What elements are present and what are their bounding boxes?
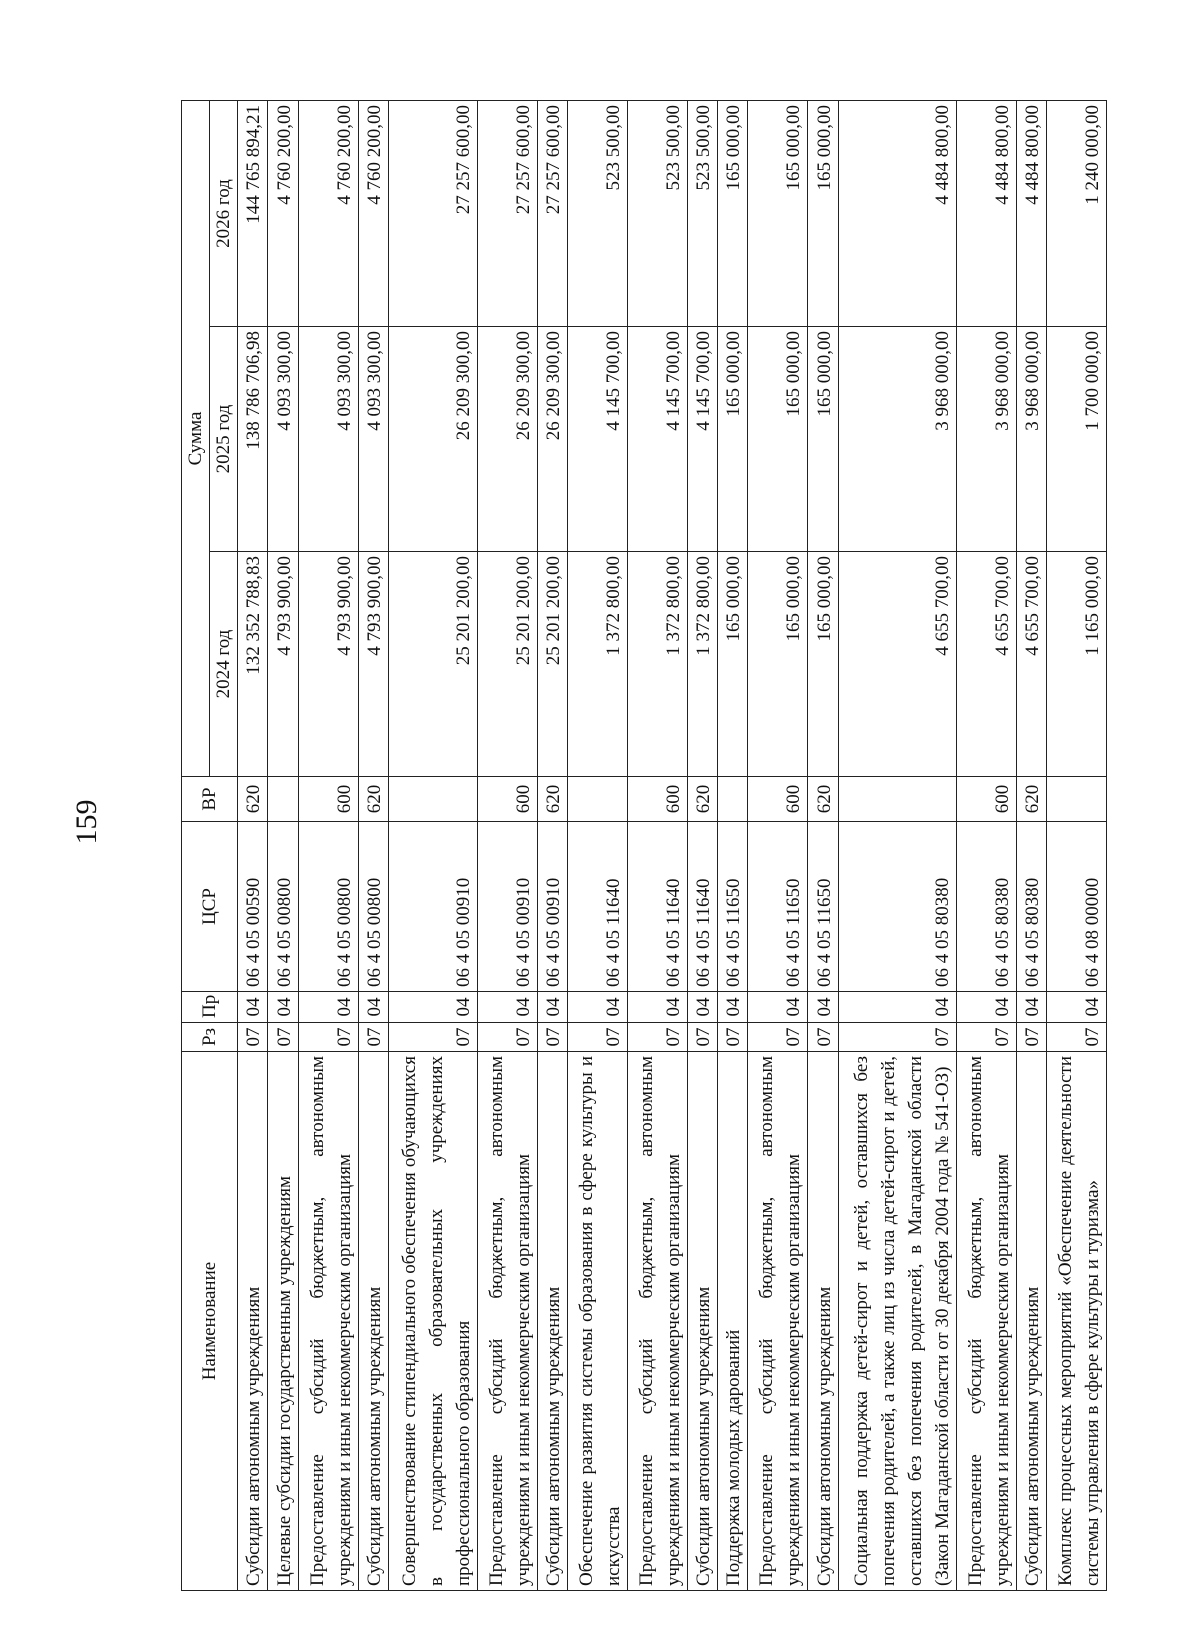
row-vr: 620 [1016,777,1046,822]
row-rz: 07 [838,1023,956,1052]
row-amount-2026: 4 484 800,00 [838,101,956,327]
row-amount-2026: 165 000,00 [748,101,808,327]
row-rz: 07 [358,1023,388,1052]
row-amount-2024: 1 372 800,00 [568,552,628,777]
row-rz: 07 [388,1023,477,1052]
row-amount-2026: 523 500,00 [687,101,717,327]
row-csr: 06 4 05 11650 [718,822,748,992]
row-amount-2026: 1 240 000,00 [1047,101,1107,327]
header-pr: Пр [182,992,238,1023]
row-pr: 04 [298,992,358,1023]
row-amount-2025: 26 209 300,00 [388,327,477,552]
row-pr: 04 [537,992,567,1023]
row-amount-2024: 165 000,00 [718,552,748,777]
header-sum: Сумма [182,101,210,777]
table-row [687,101,717,1591]
row-vr [388,777,477,822]
row-pr: 04 [748,992,808,1023]
row-amount-2025: 26 209 300,00 [537,327,567,552]
row-csr: 06 4 05 11640 [568,822,628,992]
row-amount-2024: 165 000,00 [748,552,808,777]
row-csr: 06 4 05 00910 [478,822,538,992]
row-csr: 06 4 05 00910 [537,822,567,992]
row-vr [268,777,298,822]
row-rz: 07 [956,1023,1016,1052]
table-row [718,101,748,1591]
row-rz: 07 [1016,1023,1046,1052]
header-csr: ЦСР [182,822,238,992]
row-amount-2025: 4 093 300,00 [358,327,388,552]
table-row [956,101,1016,1591]
row-pr: 04 [687,992,717,1023]
table-row [1047,101,1107,1591]
header-row-1 [182,101,210,1591]
row-amount-2025: 165 000,00 [718,327,748,552]
row-csr: 06 4 05 11640 [627,822,687,992]
row-vr [718,777,748,822]
budget-table [181,100,1107,1591]
table-row [478,101,538,1591]
row-name: Социальная поддержка детей-сирот и детей, оставшихся без попечения родителей, а также лиц из числа детей-сирот и детей, оставшихся без попечения родителей, в Магаданской области (Закон Магаданской области от 30 декабря 2004 года № 541-ОЗ) [838,1052,956,1591]
row-rz: 07 [748,1023,808,1052]
row-amount-2026: 27 257 600,00 [537,101,567,327]
row-name: Предоставление субсидий бюджетным, автономным учреждениям и иным некоммерческим организациям [478,1052,538,1591]
row-amount-2024: 25 201 200,00 [388,552,477,777]
row-csr: 06 4 05 80380 [956,822,1016,992]
row-csr: 06 4 05 11640 [687,822,717,992]
row-vr: 620 [808,777,838,822]
page-number: 159 [70,799,103,845]
table-row [537,101,567,1591]
row-pr: 04 [1047,992,1107,1023]
row-rz: 07 [627,1023,687,1052]
row-vr [568,777,628,822]
row-name: Субсидии автономным учреждениям [358,1052,388,1591]
table-row [238,101,268,1591]
row-csr: 06 4 05 11650 [748,822,808,992]
rotated-table-container [181,101,1107,1591]
row-amount-2026: 4 760 200,00 [358,101,388,327]
row-amount-2024: 165 000,00 [808,552,838,777]
row-vr [838,777,956,822]
row-name: Субсидии автономным учреждениям [537,1052,567,1591]
table-row [627,101,687,1591]
header-year-2026: 2026 год [210,101,238,327]
table-row [298,101,358,1591]
row-pr: 04 [838,992,956,1023]
row-pr: 04 [568,992,628,1023]
row-amount-2024: 1 372 800,00 [627,552,687,777]
row-amount-2024: 132 352 788,83 [238,552,268,777]
row-amount-2026: 165 000,00 [718,101,748,327]
header-vr: ВР [182,777,238,822]
row-rz: 07 [718,1023,748,1052]
row-amount-2026: 523 500,00 [568,101,628,327]
row-vr: 620 [687,777,717,822]
row-rz: 07 [537,1023,567,1052]
row-amount-2025: 4 145 700,00 [627,327,687,552]
row-name: Субсидии автономным учреждениям [808,1052,838,1591]
row-csr: 06 4 05 80380 [838,822,956,992]
row-pr: 04 [627,992,687,1023]
row-name: Предоставление субсидий бюджетным, автономным учреждениям и иным некоммерческим организациям [748,1052,808,1591]
table-row [838,101,956,1591]
row-csr: 06 4 05 00800 [268,822,298,992]
row-vr [1047,777,1107,822]
row-amount-2025: 138 786 706,98 [238,327,268,552]
row-amount-2025: 3 968 000,00 [956,327,1016,552]
header-year-2024: 2024 год [210,552,238,777]
table-row [808,101,838,1591]
row-amount-2024: 4 793 900,00 [298,552,358,777]
row-rz: 07 [1047,1023,1107,1052]
row-amount-2025: 3 968 000,00 [838,327,956,552]
row-amount-2026: 165 000,00 [808,101,838,327]
header-name: Наименование [182,1052,238,1591]
row-amount-2025: 3 968 000,00 [1016,327,1046,552]
row-amount-2024: 25 201 200,00 [478,552,538,777]
row-rz: 07 [238,1023,268,1052]
row-csr: 06 4 05 00590 [238,822,268,992]
row-rz: 07 [268,1023,298,1052]
row-csr: 06 4 08 00000 [1047,822,1107,992]
row-amount-2024: 4 793 900,00 [358,552,388,777]
row-csr: 06 4 05 80380 [1016,822,1046,992]
row-vr: 600 [627,777,687,822]
row-amount-2025: 1 700 000,00 [1047,327,1107,552]
row-amount-2025: 4 145 700,00 [687,327,717,552]
table-row [1016,101,1046,1591]
row-amount-2024: 4 655 700,00 [838,552,956,777]
header-year-2025: 2025 год [210,327,238,552]
row-rz: 07 [298,1023,358,1052]
row-name: Предоставление субсидий бюджетным, автономным учреждениям и иным некоммерческим организациям [956,1052,1016,1591]
row-amount-2026: 27 257 600,00 [478,101,538,327]
row-name: Предоставление субсидий бюджетным, автономным учреждениям и иным некоммерческим организациям [298,1052,358,1591]
table-row [748,101,808,1591]
row-name: Целевые субсидии государственным учреждениям [268,1052,298,1591]
row-vr: 600 [298,777,358,822]
row-amount-2025: 4 093 300,00 [268,327,298,552]
row-name: Поддержка молодых дарований [718,1052,748,1591]
row-pr: 04 [808,992,838,1023]
row-csr: 06 4 05 00800 [358,822,388,992]
row-name: Совершенствование стипендиального обеспечения обучающихся в государственных образовательных учреждениях профессионального образования [388,1052,477,1591]
table-row [388,101,477,1591]
table-body [238,101,1107,1591]
row-vr: 600 [478,777,538,822]
table-row [568,101,628,1591]
row-amount-2024: 1 372 800,00 [687,552,717,777]
row-pr: 04 [478,992,538,1023]
row-vr: 600 [956,777,1016,822]
row-amount-2024: 4 655 700,00 [956,552,1016,777]
row-amount-2024: 4 655 700,00 [1016,552,1046,777]
row-amount-2026: 4 760 200,00 [268,101,298,327]
row-amount-2026: 523 500,00 [627,101,687,327]
row-name: Комплекс процессных мероприятий «Обеспечение деятельности системы управления в сфере культуры и туризма» [1047,1052,1107,1591]
row-csr: 06 4 05 00800 [298,822,358,992]
row-name: Субсидии автономным учреждениям [1016,1052,1046,1591]
row-amount-2025: 26 209 300,00 [478,327,538,552]
row-rz: 07 [478,1023,538,1052]
row-amount-2026: 4 760 200,00 [298,101,358,327]
row-name: Предоставление субсидий бюджетным, автономным учреждениям и иным некоммерческим организациям [627,1052,687,1591]
row-name: Обеспечение развития системы образования в сфере культуры и искусства [568,1052,628,1591]
row-amount-2024: 1 165 000,00 [1047,552,1107,777]
header-rz: Рз [182,1023,238,1052]
table-row [268,101,298,1591]
row-amount-2025: 165 000,00 [748,327,808,552]
row-name: Субсидии автономным учреждениям [687,1052,717,1591]
row-amount-2025: 165 000,00 [808,327,838,552]
row-csr: 06 4 05 11650 [808,822,838,992]
row-vr: 620 [358,777,388,822]
row-rz: 07 [568,1023,628,1052]
row-amount-2026: 4 484 800,00 [1016,101,1046,327]
row-amount-2025: 4 093 300,00 [298,327,358,552]
row-amount-2024: 4 793 900,00 [268,552,298,777]
row-vr: 620 [537,777,567,822]
row-pr: 04 [268,992,298,1023]
row-pr: 04 [238,992,268,1023]
row-amount-2026: 4 484 800,00 [956,101,1016,327]
row-amount-2025: 4 145 700,00 [568,327,628,552]
row-vr: 620 [238,777,268,822]
row-pr: 04 [718,992,748,1023]
row-vr: 600 [748,777,808,822]
row-pr: 04 [388,992,477,1023]
row-csr: 06 4 05 00910 [388,822,477,992]
row-amount-2024: 25 201 200,00 [537,552,567,777]
row-amount-2026: 27 257 600,00 [388,101,477,327]
row-amount-2026: 144 765 894,21 [238,101,268,327]
row-pr: 04 [956,992,1016,1023]
table-row [358,101,388,1591]
row-rz: 07 [687,1023,717,1052]
row-rz: 07 [808,1023,838,1052]
row-pr: 04 [1016,992,1046,1023]
row-pr: 04 [358,992,388,1023]
row-name: Субсидии автономным учреждениям [238,1052,268,1591]
